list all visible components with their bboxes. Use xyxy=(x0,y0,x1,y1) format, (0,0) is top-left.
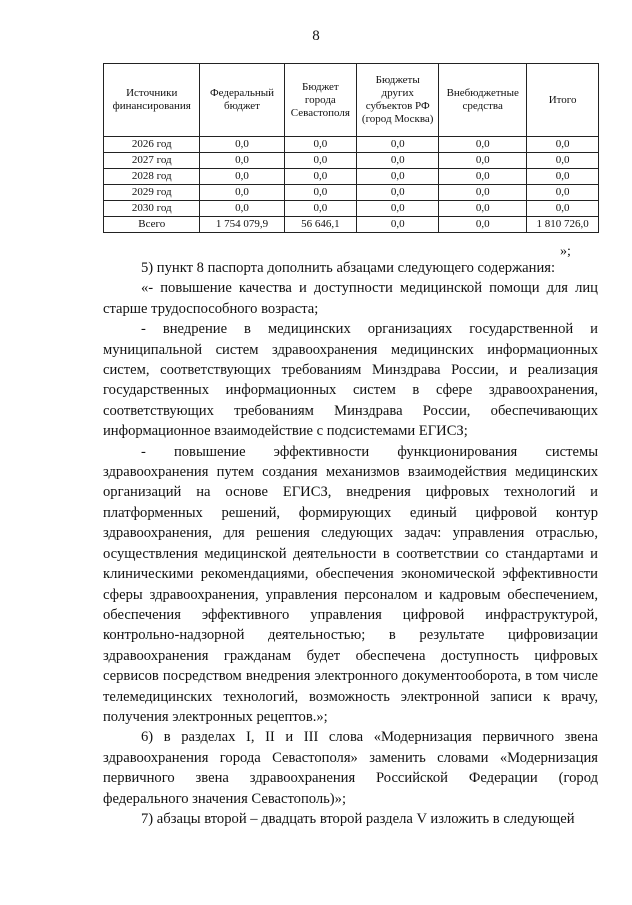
table-cell: 0,0 xyxy=(200,185,284,201)
paragraph-item-7: 7) абзацы второй – двадцать второй раздела V изложить в следующей xyxy=(141,810,575,827)
table-cell: 2028 год xyxy=(104,169,200,185)
paragraph-item-6: 6) в разделах I, II и III слова «Модернизация первичного звена здравоохранения города Севастополя» заменить словами «Модернизация первичного звена здравоохранения Российской Федерации (город федерального значения Севастополь)»; xyxy=(103,729,598,807)
paragraph-quality-access: «- повышение качества и доступности медицинской помощи для лиц старше трудоспособного возраста; xyxy=(103,280,598,317)
table-cell: 0,0 xyxy=(439,217,527,233)
table-header-row xyxy=(104,64,599,137)
table-cell: 0,0 xyxy=(439,153,527,169)
header-cell-sevastopol: Бюджет города Севастополя xyxy=(284,64,357,137)
table-row xyxy=(104,137,599,153)
table-total-row xyxy=(104,217,599,233)
table-cell: 1 754 079,9 xyxy=(200,217,284,233)
table-row xyxy=(104,201,599,217)
paragraph-efficiency: - повышение эффективности функционирования системы здравоохранения путем создания механизмов взаимодействия медицинских организаций на основе ЕГИСЗ, внедрения цифровых технологий и платформенных решений, формирующих единый цифровой контур здравоохранения, для решения следующих задач: управления отраслью, осуществления медицинской деятельности в соответствии со стандартами и клиническими рекомендациями, обеспечения экономической эффективности сферы здравоохранения, управления персоналом и кадровым обеспечением, обеспечения эффективного управления цифровой инфраструктурой, контрольно-надзорной деятельностью; в результате цифровизации здравоохранения гражданам будет обеспечена доступность цифровых сервисов посредством внедрения электронного документооборота, в том числе телемедицинских технологий, возможность электронной записи к врачу, получения электронных рецептов.»; xyxy=(103,443,598,725)
table-cell: 0,0 xyxy=(439,185,527,201)
table-cell: 0,0 xyxy=(200,137,284,153)
table-cell: 56 646,1 xyxy=(284,217,357,233)
table-cell: 0,0 xyxy=(284,201,357,217)
page-number: 8 xyxy=(312,28,320,44)
table-cell: 2026 год xyxy=(104,137,200,153)
paragraph-info-systems: - внедрение в медицинских организациях государственной и муниципальной систем здравоохранения медицинских информационных систем, соответствующих требованиям Минздрава России, и реализация государственных информационных систем в сфере здравоохранения, соответствующих требованиям Минздрава России, обеспечивающих информационное взаимодействие с подсистемами ЕГИСЗ; xyxy=(103,321,598,440)
table-cell: 0,0 xyxy=(357,185,439,201)
table-cell: 0,0 xyxy=(357,137,439,153)
table-closing-quote: »; xyxy=(560,244,571,259)
table-row xyxy=(104,185,599,201)
table-cell: 0,0 xyxy=(284,169,357,185)
table-cell: 0,0 xyxy=(357,169,439,185)
header-cell-extrabudgetary: Внебюджетные средства xyxy=(439,64,527,137)
table-cell: 2027 год xyxy=(104,153,200,169)
table-cell: 2029 год xyxy=(104,185,200,201)
financing-table xyxy=(103,63,599,233)
document-body xyxy=(103,258,598,829)
table-cell: 0,0 xyxy=(527,169,599,185)
table-cell: 0,0 xyxy=(357,153,439,169)
table-cell: 1 810 726,0 xyxy=(527,217,599,233)
table-cell: 0,0 xyxy=(439,169,527,185)
table-cell: 0,0 xyxy=(527,153,599,169)
table-cell: Всего xyxy=(104,217,200,233)
table-cell: 0,0 xyxy=(284,153,357,169)
table-cell: 0,0 xyxy=(200,169,284,185)
table-cell: 0,0 xyxy=(200,153,284,169)
table-cell: 0,0 xyxy=(527,137,599,153)
table-cell: 0,0 xyxy=(357,201,439,217)
table-cell: 0,0 xyxy=(200,201,284,217)
table-cell: 0,0 xyxy=(284,185,357,201)
table-cell: 0,0 xyxy=(527,201,599,217)
header-cell-total: Итого xyxy=(527,64,599,137)
table-row xyxy=(104,153,599,169)
table-cell: 0,0 xyxy=(357,217,439,233)
table-cell: 0,0 xyxy=(439,201,527,217)
paragraph-item-5: 5) пункт 8 паспорта дополнить абзацами следующего содержания: xyxy=(141,260,556,276)
table-cell: 2030 год xyxy=(104,201,200,217)
header-cell-federal: Федеральный бюджет xyxy=(200,64,284,137)
header-cell-sources: Источники финансирования xyxy=(104,64,200,137)
table-cell: 0,0 xyxy=(527,185,599,201)
header-cell-other-subjects: Бюджеты других субъектов РФ (город Москва) xyxy=(357,64,439,137)
table-cell: 0,0 xyxy=(439,137,527,153)
table-row xyxy=(104,169,599,185)
table-cell: 0,0 xyxy=(284,137,357,153)
